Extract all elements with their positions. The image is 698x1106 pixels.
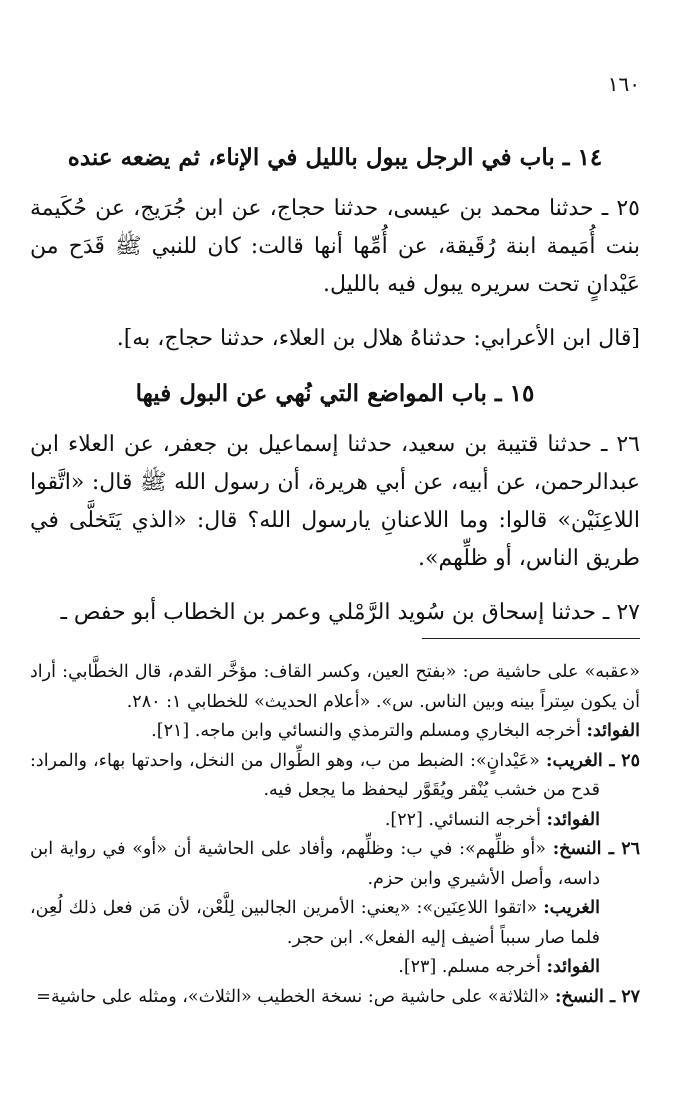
footnotes — [30, 658, 640, 1012]
section-heading-14: ١٤ ـ باب في الرجل يبول بالليل في الإناء، ثم يضعه عنده — [67, 144, 603, 171]
footnote: الغريب: «اتقوا اللاعِنَين»: «يعني: الأمرين الجالبين لِلَّعْن، لأن مَن فعل ذلك لُعِن، فلما صار سبباً أضيف إليه الفعل». ابن حجر. — [30, 898, 600, 948]
footnote: «عقبه» على حاشية ص: «بفتح العين، وكسر القاف: مؤخَّر القدم، قال الخطَّابي: أراد أن يكون سِتراً بينه وبين الناس. س». «أعلام الحديث» للخطابي ١: ٢٨٠. — [30, 662, 640, 712]
hadith-27: ٢٧ ـ حدثنا إسحاق بن سُويد الرَّمْلي وعمر بن الخطاب أبو حفص ـ — [60, 600, 640, 625]
section-heading-15: ١٥ ـ باب المواضع التي نُهي عن البول فيها — [135, 380, 535, 407]
footnote: ٢٥ ـ الغريب: «عَيْدانٍ»: الضبط من ب، وهو الطِّوال من النخل، واحدتها بهاء، والمراد: قدح من خشب يُنْقر ويُقَوَّر ليحفظ ما يجعل فيه. — [30, 750, 640, 800]
footnote: ٢٧ ـ النسخ: «الثلاثة» على حاشية ص: نسخة الخطيب «الثلاث»، ومثله على حاشية= — [36, 986, 640, 1007]
footnote: الفوائد: أخرجه مسلم. [٢٣]. — [398, 957, 600, 977]
hadith-26: ٢٦ ـ حدثنا قتيبة بن سعيد، حدثنا إسماعيل بن جعفر، عن العلاء ابن عبدالرحمن، عن أبيه، عن أبي هريرة، أن رسول الله ﷺ قال: «اتَّقوا اللاعِنَيْن» قالوا: وما اللاعنانِ يارسول الله؟ قال: «الذي يَتَخلَّى في طريق الناس، أو ظلِّهم». — [30, 432, 640, 571]
ibn-al-arabi-note: [قال ابن الأعرابي: حدثناهُ هلال بن العلاء، حدثنا حجاج، به]. — [116, 326, 640, 351]
main-text — [30, 130, 640, 648]
footnote: الفوائد: أخرجه النسائي. [٢٢]. — [384, 809, 600, 830]
hadith-25: ٢٥ ـ حدثنا محمد بن عيسى، حدثنا حجاج، عن ابن جُرَيج، عن حُكَيمة بنت أُمَيمة ابنة رُقَيقة، عن أُمِّها أنها قالت: كان للنبي ﷺ قَدَح من عَيْدانٍ تحت سريره يبول فيه بالليل. — [30, 196, 640, 297]
footnote: ٢٦ ـ النسخ: «أو ظلِّهم»: في ب: وظلِّهم، وأفاد على الحاشية أن «أو» في رواية ابن داسه، وأصل الأشيري وابن حزم. — [30, 839, 640, 889]
footnote: الفوائد: أخرجه البخاري ومسلم والترمذي والنسائي وابن ماجه. [٢١]. — [151, 721, 640, 741]
page-number: ١٦٠ — [607, 72, 640, 96]
footnote-divider — [422, 638, 640, 639]
